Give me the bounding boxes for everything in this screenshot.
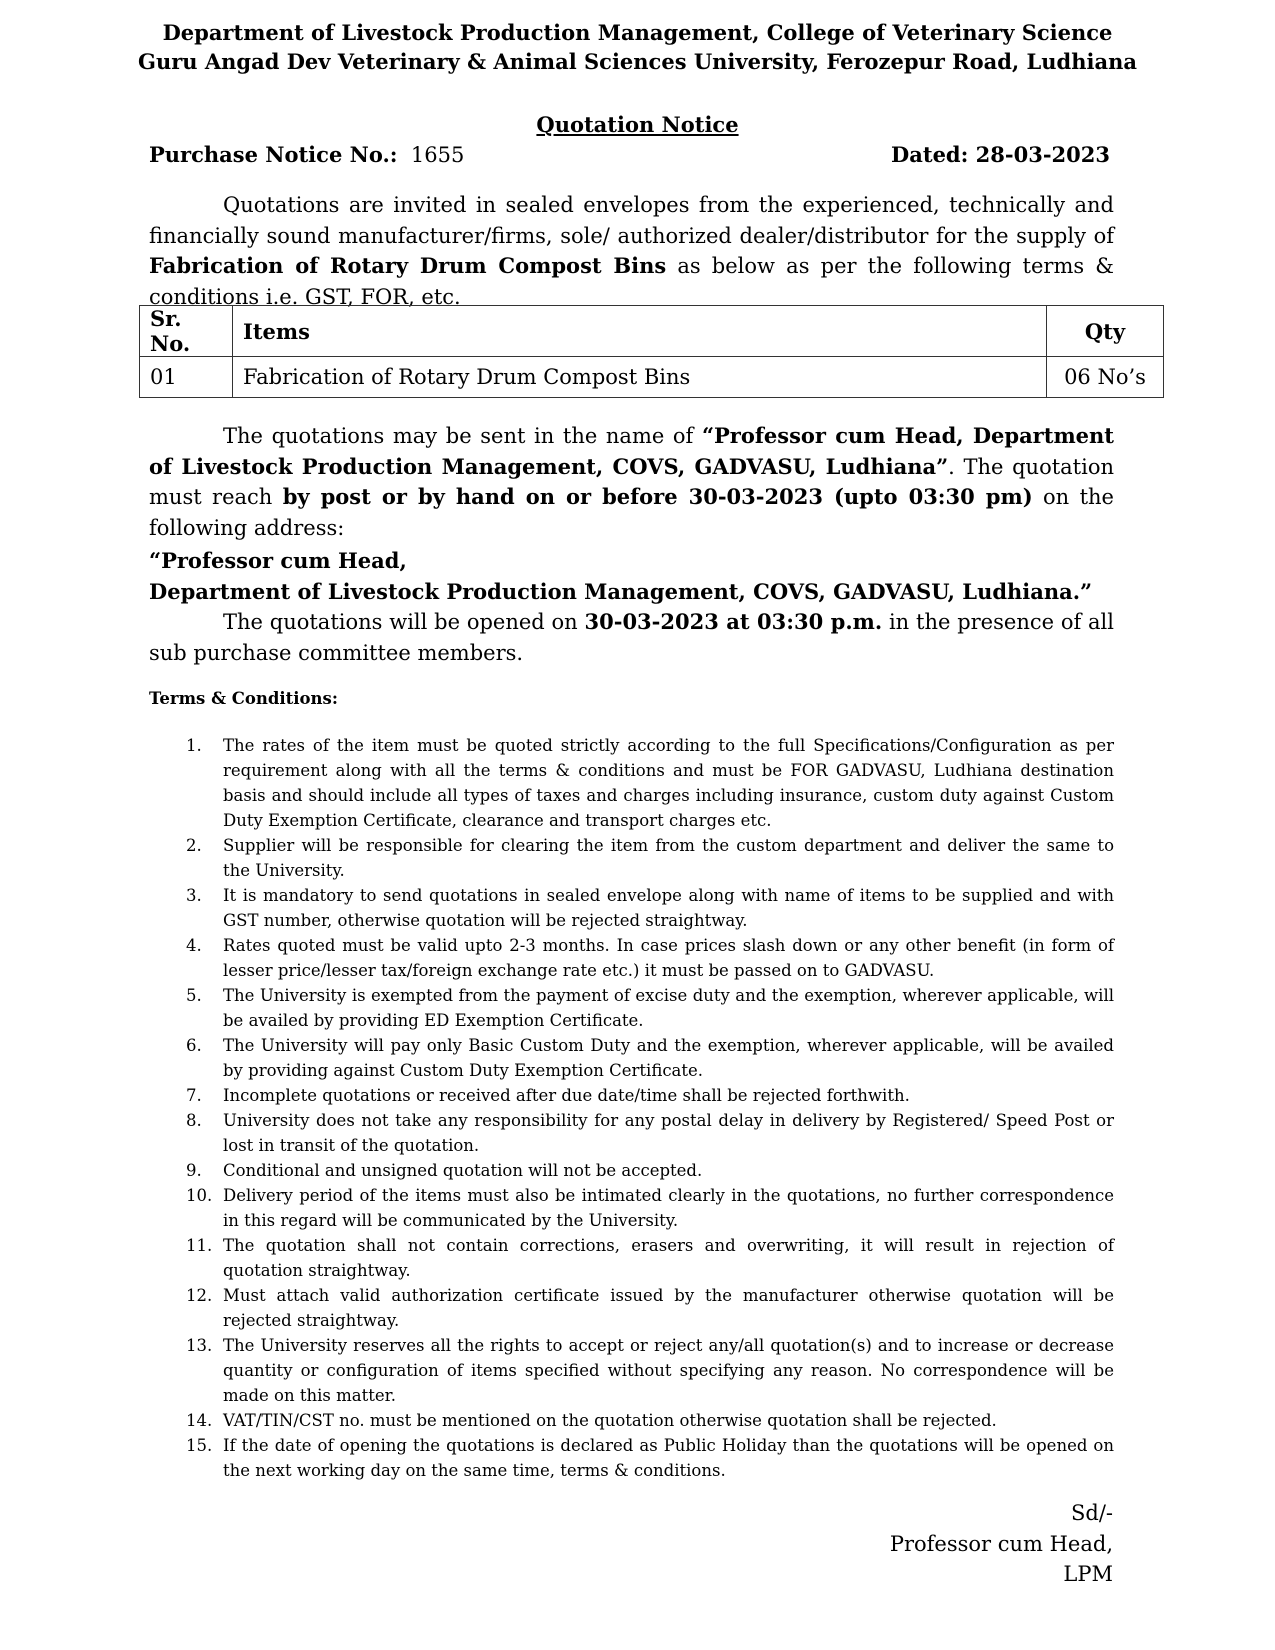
term-text: Must attach valid authorization certificate issued by the manufacturer otherwise quotation will be rejected straightway. (223, 1286, 1114, 1330)
address-line-2: Department of Livestock Production Management, COVS, GADVASU, Ludhiana.” (149, 579, 1093, 604)
term-number: 2. (186, 836, 202, 855)
terms-list (149, 733, 1114, 1483)
term-text: Supplier will be responsible for clearing the item from the custom department and deliver the same to the University. (223, 836, 1114, 880)
address-block (149, 545, 1092, 607)
list-item (149, 833, 1114, 883)
term-number: 14. (186, 1411, 213, 1430)
list-item (149, 933, 1114, 983)
term-text: Conditional and unsigned quotation will not be accepted. (223, 1161, 703, 1180)
term-text: The University will pay only Basic Custom Duty and the exemption, wherever applicable, will be availed by providing against Custom Duty Exemption Certificate. (223, 1036, 1114, 1080)
term-text: If the date of opening the quotations is declared as Public Holiday than the quotations will be opened on the next working day on the same time, terms & conditions. (223, 1436, 1114, 1480)
term-number: 10. (186, 1186, 213, 1205)
university-line: Guru Angad Dev Veterinary & Animal Sciences University, Ferozepur Road, Ludhiana (138, 49, 1137, 74)
intro-text-a: Quotations are invited in sealed envelopes from the experienced, technically and financially sound manufacturer/firms, sole/ authorized dealer/distributor for the supply of (149, 193, 1114, 248)
opening-date-time: 30-03-2023 at 03:30 p.m. (584, 609, 883, 634)
term-number: 1. (186, 736, 202, 755)
list-item (149, 1083, 1114, 1108)
column-header-sr-no: Sr. No. (140, 306, 233, 357)
cell-item: Fabrication of Rotary Drum Compost Bins (233, 357, 1047, 398)
intro-paragraph (149, 190, 1114, 312)
letterhead (0, 18, 1275, 76)
signatory-title: Professor cum Head, (889, 1531, 1113, 1556)
purchase-notice-label: Purchase Notice No.: (149, 142, 398, 167)
term-text: The rates of the item must be quoted strictly according to the full Specifications/Configuration as per requirement along with all the terms & conditions and must be FOR GADVASU, Ludhiana destination basis and should include all types of taxes and charges including insurance, custom duty against Custom Duty Exemption Certificate, clearance and transport charges etc. (223, 736, 1114, 830)
term-number: 12. (186, 1286, 213, 1305)
purchase-notice-value: 1655 (410, 143, 465, 167)
term-number: 11. (186, 1236, 213, 1255)
term-number: 15. (186, 1436, 213, 1455)
items-table (139, 305, 1164, 398)
submission-paragraph (149, 421, 1114, 543)
term-text: The quotation shall not contain corrections, erasers and overwriting, it will result in rejection of quotation straightway. (223, 1236, 1114, 1280)
opening-paragraph (149, 607, 1114, 668)
submission-text-a: The quotations may be sent in the name of (223, 424, 702, 448)
term-number: 5. (186, 986, 202, 1005)
department-line: Department of Livestock Production Management, College of Veterinary Science (162, 20, 1113, 45)
signatory-department: LPM (1063, 1562, 1113, 1586)
term-number: 4. (186, 936, 202, 955)
term-text: The University reserves all the rights to accept or reject any/all quotation(s) and to increase or decrease quantity or configuration of items specified without specifying any reason. No correspondence will be made on this matter. (223, 1336, 1114, 1405)
list-item (149, 733, 1114, 833)
term-text: Delivery period of the items must also be intimated clearly in the quotations, no further correspondence in this regard will be communicated by the University. (223, 1186, 1114, 1230)
term-number: 3. (186, 886, 202, 905)
intro-item-name: Fabrication of Rotary Drum Compost Bins (149, 253, 667, 278)
term-text: It is mandatory to send quotations in sealed envelope along with name of items to be supplied and with GST number, otherwise quotation will be rejected straightway. (223, 886, 1114, 930)
opening-text-b: in the presence of all sub purchase committee members. (149, 610, 1114, 665)
list-item (149, 1233, 1114, 1283)
list-item (149, 1433, 1114, 1483)
table-row (140, 357, 1164, 398)
term-number: 6. (186, 1036, 202, 1055)
table-header-row (140, 306, 1164, 357)
term-text: Incomplete quotations or received after due date/time shall be rejected forthwith. (223, 1086, 910, 1105)
address-line-1: “Professor cum Head, (149, 548, 407, 573)
term-number: 9. (186, 1161, 202, 1180)
term-number: 7. (186, 1086, 202, 1105)
column-header-items: Items (233, 306, 1047, 357)
submission-addressee: “Professor cum Head, Department of Livestock Production Management, COVS, GADVASU, Ludhiana” (149, 423, 1114, 479)
submission-text-b: . The quotation must reach (149, 454, 1114, 509)
signature-sd: Sd/- (1071, 1501, 1113, 1525)
purchase-notice-number (149, 142, 464, 167)
term-text: University does not take any responsibility for any postal delay in delivery by Registered/ Speed Post or lost in transit of the quotation. (223, 1111, 1114, 1155)
term-number: 8. (186, 1111, 202, 1130)
term-text: The University is exempted from the payment of excise duty and the exemption, wherever applicable, will be availed by providing ED Exemption Certificate. (223, 986, 1114, 1030)
terms-title: Terms & Conditions: (149, 689, 338, 708)
term-number: 13. (186, 1336, 213, 1355)
list-item (149, 983, 1114, 1033)
opening-text-a: The quotations will be opened on (223, 610, 585, 634)
cell-qty: 06 No’s (1047, 357, 1164, 398)
signature-block (890, 1498, 1113, 1590)
intro-text-b: as below as per the following terms & conditions i.e. GST, FOR, etc. (149, 254, 1114, 309)
cell-sr-no: 01 (140, 357, 233, 398)
list-item (149, 1408, 1114, 1433)
term-text: Rates quoted must be valid upto 2-3 months. In case prices slash down or any other benefit (in form of lesser price/lesser tax/foreign exchange rate etc.) it must be passed on to GADVASU. (223, 936, 1114, 980)
list-item (149, 1033, 1114, 1083)
term-text: VAT/TIN/CST no. must be mentioned on the quotation otherwise quotation shall be rejected. (223, 1411, 997, 1430)
list-item (149, 1283, 1114, 1333)
submission-deadline: by post or by hand on or before 30-03-2023 (upto 03:30 pm) (282, 484, 1033, 509)
list-item (149, 883, 1114, 933)
list-item (149, 1158, 1114, 1183)
notice-title: Quotation Notice (536, 112, 739, 137)
list-item (149, 1108, 1114, 1158)
column-header-qty: Qty (1047, 306, 1164, 357)
notice-date: Dated: 28-03-2023 (891, 142, 1110, 167)
submission-text-c: on the following address: (149, 485, 1114, 540)
list-item (149, 1183, 1114, 1233)
list-item (149, 1333, 1114, 1408)
